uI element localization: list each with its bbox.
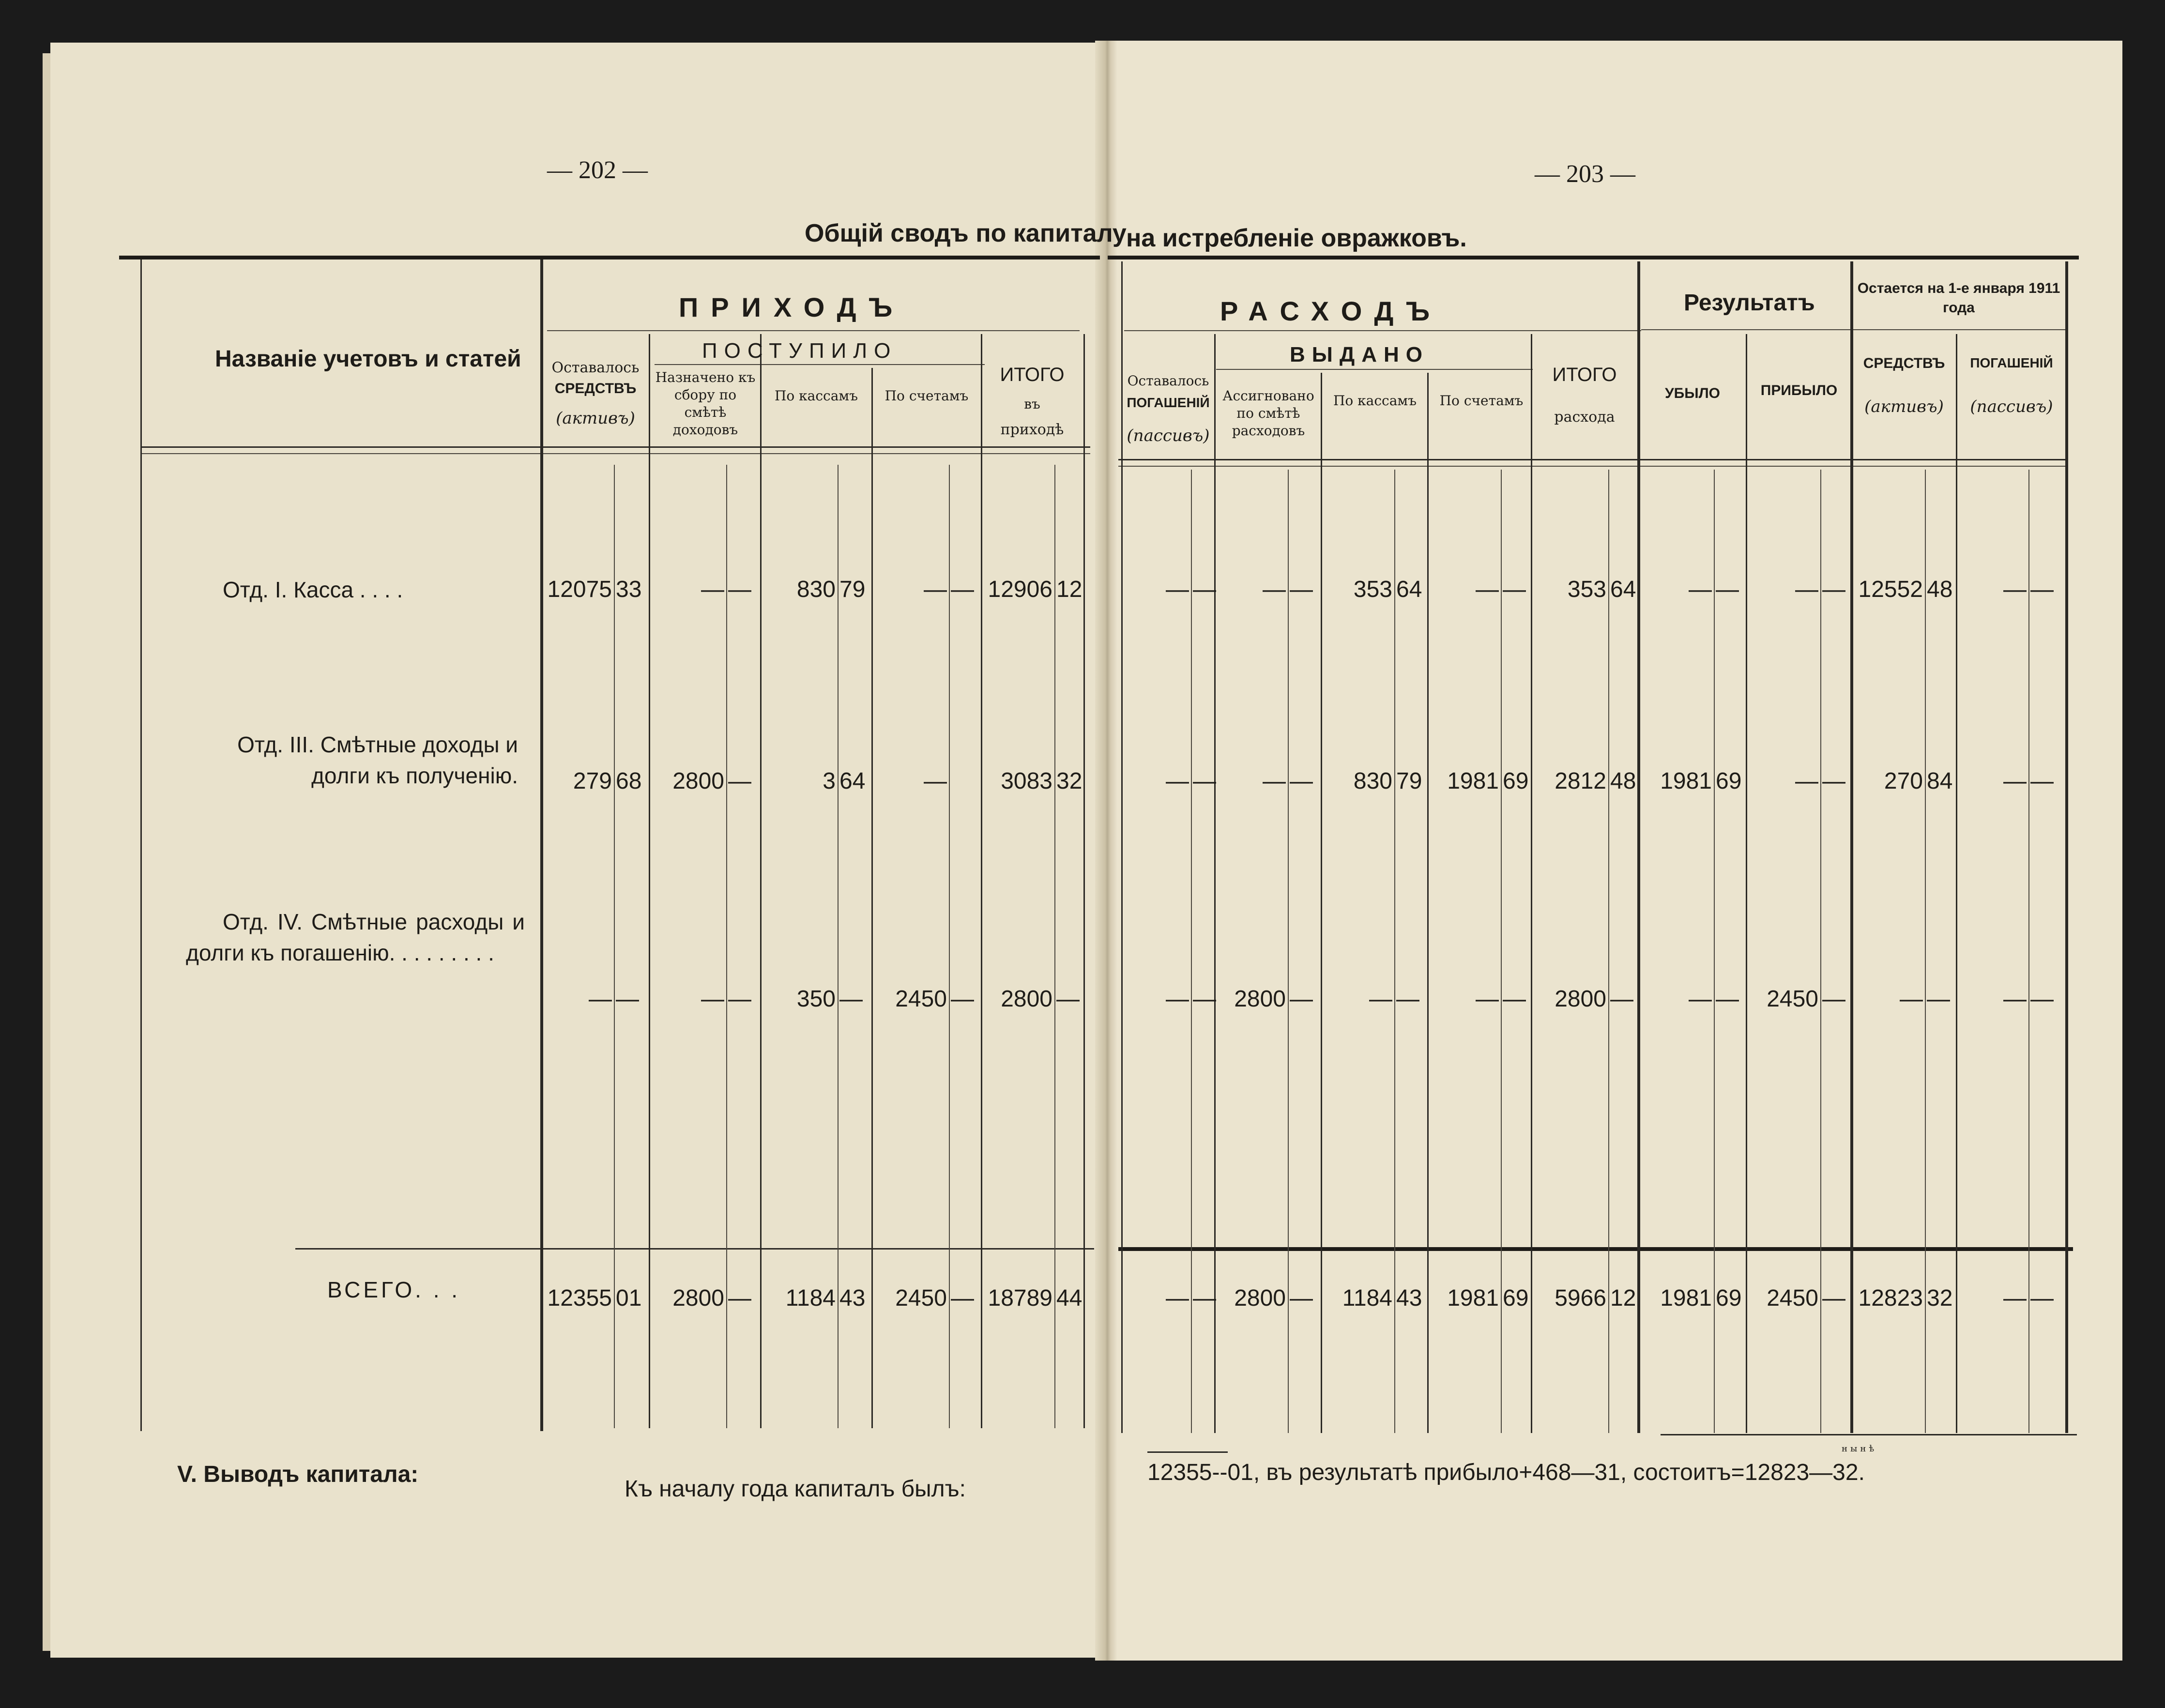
- table-cell: —: [2003, 577, 2027, 602]
- vrule: [1083, 334, 1085, 1428]
- table-cell: —: [1166, 577, 1189, 602]
- page-number-left: — 202 —: [547, 156, 648, 184]
- table-cell: —: [1263, 768, 1286, 794]
- table-cell: 830: [796, 577, 836, 602]
- table-cell: 69: [1716, 1285, 1742, 1311]
- table-cell: 2800: [1001, 986, 1052, 1012]
- vrule: [1427, 373, 1429, 1433]
- table-cell: 48: [1927, 577, 1953, 602]
- table-cell: 1981: [1447, 768, 1499, 794]
- top-rule-right: [1108, 256, 2079, 259]
- rule-ostaetsya: [1852, 329, 2065, 330]
- table-cell: 279: [573, 768, 612, 794]
- vrule: [649, 334, 650, 1428]
- table-cell: 1981: [1660, 1285, 1712, 1311]
- table-cell: —: [701, 577, 724, 602]
- table-cell: 2800: [1555, 986, 1606, 1012]
- table-cell: —: [924, 768, 947, 794]
- table-cell: —: [616, 986, 639, 1012]
- table-cell: 1981: [1660, 768, 1712, 794]
- vrule: [1956, 334, 1957, 1433]
- vrule: [1746, 334, 1747, 1433]
- table-cell: 32: [1927, 1285, 1953, 1311]
- vydano-header: ВЫДАНО: [1290, 343, 1429, 366]
- book-gutter: [1095, 41, 1117, 1661]
- table-cell: —: [1503, 986, 1526, 1012]
- header-rule-right-1: [1118, 459, 2068, 460]
- vrule: [1054, 465, 1055, 1428]
- sredstv-italic: (активъ): [1864, 397, 1944, 416]
- itogo-prihod-line2: въ: [1024, 396, 1040, 412]
- vrule: [949, 465, 950, 1428]
- table-cell: —: [1290, 986, 1313, 1012]
- vrule: [1214, 334, 1216, 1433]
- table-cell: —: [1476, 577, 1499, 602]
- table-cell: —: [2030, 768, 2054, 794]
- table-cell: —: [1822, 1285, 1845, 1311]
- table-cell: 43: [1396, 1285, 1422, 1311]
- table-cell: —: [2003, 768, 2027, 794]
- table-cell: —: [2003, 986, 2027, 1012]
- table-cell: 12355: [547, 1285, 612, 1311]
- vrule: [838, 465, 839, 1428]
- itogo-rashoda-line2: расхода: [1554, 409, 1615, 426]
- table-cell: 1184: [1342, 1285, 1392, 1311]
- table-cell: 1184: [785, 1285, 836, 1311]
- total-label: ВСЕГО. . .: [327, 1277, 461, 1302]
- sredstv-header: СРЕДСТВЪ: [1863, 355, 1945, 371]
- table-cell: —: [1056, 986, 1080, 1012]
- title-left: Общій сводъ по капиталу: [805, 219, 1127, 247]
- table-cell: —: [1503, 577, 1526, 602]
- table-cell: —: [728, 577, 751, 602]
- table-cell: —: [2030, 1285, 2054, 1311]
- row-label-dohody: Отд. III. Смѣтные доходы и долги къ полученію.: [237, 732, 518, 788]
- bracket: [1147, 1451, 1228, 1453]
- table-cell: 32: [1056, 768, 1082, 794]
- prihod-header: ПРИХОДЪ: [679, 292, 905, 322]
- table-cell: 12: [1056, 577, 1082, 602]
- table-cell: 64: [1396, 577, 1422, 602]
- table-cell: —: [1795, 577, 1818, 602]
- po-schetam-r-header: По счетамъ: [1439, 393, 1524, 409]
- footer-right-text: 12355--01, въ результатѣ прибыло+468—31, состоитъ=12823—32.: [1147, 1460, 1865, 1485]
- vrule: [1850, 261, 1853, 1433]
- table-cell: 64: [839, 768, 866, 794]
- vrule: [1121, 261, 1123, 1433]
- ostav-sredstv-line1: Оставалось: [551, 359, 640, 376]
- total-rule-left: [295, 1248, 1094, 1250]
- table-cell: 12075: [547, 577, 612, 602]
- vrule: [2028, 470, 2029, 1433]
- itogo-rashoda-line1: ИТОГО: [1552, 364, 1617, 385]
- table-cell: 2450: [895, 986, 947, 1012]
- table-cell: —: [1193, 577, 1216, 602]
- left-page: [50, 43, 1106, 1658]
- ostav-pogash-line3: (пассивъ): [1127, 426, 1210, 445]
- table-cell: 3083: [1001, 768, 1052, 794]
- table-cell: 12: [1610, 1285, 1636, 1311]
- table-cell: 2800: [672, 768, 724, 794]
- ostav-sredstv-line3: (активъ): [556, 409, 635, 428]
- vrule: [1531, 334, 1532, 1433]
- vrule: [614, 465, 615, 1428]
- table-cell: —: [701, 986, 724, 1012]
- table-cell: —: [1716, 577, 1739, 602]
- naznacheno-header: Назначено къ сбору по смѣтѣ доходовъ: [655, 369, 756, 438]
- table-cell: —: [1900, 986, 1923, 1012]
- table-cell: 12906: [988, 577, 1052, 602]
- ubylo-header: УБЫЛО: [1665, 385, 1720, 401]
- footer-label: V. Выводъ капитала:: [177, 1462, 419, 1487]
- title-right: на истребленіе овражковъ.: [1126, 224, 1467, 252]
- table-cell: —: [951, 1285, 974, 1311]
- table-cell: —: [1166, 1285, 1189, 1311]
- table-cell: —: [924, 577, 947, 602]
- table-cell: —: [1290, 577, 1313, 602]
- table-cell: 48: [1610, 768, 1636, 794]
- vrule: [140, 259, 142, 1431]
- itogo-prihod-line1: ИТОГО: [1000, 364, 1065, 385]
- vrule: [1637, 261, 1640, 1433]
- assignovano-header: Ассигновано по смѣтѣ расходовъ: [1222, 388, 1314, 439]
- itogo-prihod-line3: приходѣ: [1000, 421, 1064, 438]
- table-cell: 353: [1353, 577, 1392, 602]
- table-cell: —: [1193, 768, 1216, 794]
- table-cell: —: [1689, 986, 1712, 1012]
- table-cell: 79: [1396, 768, 1422, 794]
- table-cell: —: [1822, 577, 1845, 602]
- table-cell: —: [1822, 768, 1845, 794]
- name-column-header: Названіе учетовъ и статей: [215, 346, 521, 372]
- footer-small-note: нынѣ: [1842, 1444, 1877, 1454]
- table-cell: —: [1396, 986, 1419, 1012]
- table-cell: 01: [616, 1285, 642, 1311]
- table-cell: 69: [1503, 768, 1529, 794]
- table-cell: 3: [823, 768, 836, 794]
- po-kassam-r-header: По кассамъ: [1333, 393, 1417, 409]
- rule-rashod: [1124, 330, 1641, 331]
- ostav-pogash-line2: ПОГАШЕНІЙ: [1127, 395, 1210, 410]
- vrule: [1321, 373, 1322, 1433]
- vrule: [871, 368, 873, 1428]
- header-rule-left-1: [140, 446, 1090, 448]
- table-cell: —: [2030, 577, 2054, 602]
- table-cell: —: [1166, 768, 1189, 794]
- table-cell: 2800: [1234, 986, 1286, 1012]
- table-cell: 2812: [1555, 768, 1606, 794]
- ostav-pogash-line1: Оставалось: [1127, 373, 1209, 389]
- pogasheniy-italic: (пассивъ): [1970, 397, 2053, 416]
- table-cell: —: [1927, 986, 1950, 1012]
- table-cell: —: [728, 986, 751, 1012]
- vrule: [540, 259, 543, 1431]
- pogasheniy-header: ПОГАШЕНІЙ: [1970, 355, 2053, 370]
- table-cell: 33: [616, 577, 642, 602]
- header-rule-right-2: [1118, 466, 2068, 467]
- postupilo-header: ПОСТУПИЛО: [702, 339, 898, 363]
- table-cell: —: [2003, 1285, 2027, 1311]
- table-cell: —: [1263, 577, 1286, 602]
- top-rule-left: [119, 256, 1100, 259]
- rule-prihod: [547, 330, 1080, 331]
- table-cell: 830: [1353, 768, 1392, 794]
- table-cell: 64: [1610, 577, 1636, 602]
- table-cell: 2450: [895, 1285, 947, 1311]
- table-cell: 69: [1716, 768, 1742, 794]
- row-label-kassa: Отд. I. Касса . . . .: [223, 577, 403, 602]
- table-cell: 5966: [1555, 1285, 1606, 1311]
- table-cell: —: [589, 986, 612, 1012]
- table-cell: —: [1193, 1285, 1216, 1311]
- table-cell: —: [1166, 986, 1189, 1012]
- table-cell: —: [1689, 577, 1712, 602]
- vrule: [726, 465, 727, 1428]
- table-cell: 2450: [1767, 1285, 1818, 1311]
- table-cell: 2800: [1234, 1285, 1286, 1311]
- table-cell: —: [951, 577, 974, 602]
- table-cell: —: [1290, 1285, 1313, 1311]
- table-cell: 12552: [1858, 577, 1923, 602]
- table-cell: 2800: [672, 1285, 724, 1311]
- rezultat-header: Результатъ: [1684, 290, 1815, 316]
- ostav-sredstv-line2: СРЕДСТВЪ: [554, 381, 637, 396]
- table-cell: 43: [839, 1285, 866, 1311]
- table-cell: 69: [1503, 1285, 1529, 1311]
- table-cell: 353: [1567, 577, 1606, 602]
- table-cell: —: [1795, 768, 1818, 794]
- table-cell: 1981: [1447, 1285, 1499, 1311]
- header-rule-left-2: [140, 453, 1090, 454]
- table-cell: —: [1716, 986, 1739, 1012]
- table-cell: 68: [616, 768, 642, 794]
- po-kassam-header: По кассамъ: [774, 388, 858, 404]
- row-label-rashody: Отд. IV. Смѣтные расходы и долги къ погашенію. . . . . . . . .: [186, 909, 525, 965]
- table-cell: —: [1193, 986, 1216, 1012]
- table-cell: 84: [1927, 768, 1953, 794]
- table-cell: 18789: [988, 1285, 1052, 1311]
- pribylo-header: ПРИБЫЛО: [1760, 382, 1838, 398]
- table-cell: —: [728, 1285, 751, 1311]
- bracket: [1661, 1434, 2077, 1435]
- table-cell: —: [1290, 768, 1313, 794]
- vrule: [760, 334, 762, 1428]
- table-cell: —: [951, 986, 974, 1012]
- rule-rezultat: [1641, 329, 1850, 330]
- po-schetam-header: По счетамъ: [884, 388, 969, 404]
- rashod-header: РАСХОДЪ: [1220, 296, 1443, 326]
- table-cell: —: [1822, 986, 1845, 1012]
- rule-postupilo: [655, 364, 985, 365]
- table-cell: —: [1476, 986, 1499, 1012]
- table-cell: 2450: [1767, 986, 1818, 1012]
- page-number-right: — 203 —: [1535, 160, 1635, 188]
- table-cell: 350: [796, 986, 836, 1012]
- table-cell: —: [1369, 986, 1392, 1012]
- table-cell: —: [1610, 986, 1633, 1012]
- table-cell: —: [2030, 986, 2054, 1012]
- total-rule-right: [1118, 1247, 2073, 1251]
- table-cell: 270: [1884, 768, 1923, 794]
- vrule: [2065, 261, 2068, 1433]
- table-cell: —: [728, 768, 751, 794]
- table-cell: —: [839, 986, 863, 1012]
- table-cell: 79: [839, 577, 866, 602]
- footer-left-text: Къ началу года капиталъ былъ:: [625, 1476, 966, 1502]
- vrule: [981, 334, 982, 1428]
- ostaetsya-header: Остается на 1-е января 1911 года: [1857, 280, 2060, 316]
- rule-vydano: [1216, 369, 1533, 370]
- table-cell: 44: [1056, 1285, 1082, 1311]
- table-cell: 12823: [1858, 1285, 1923, 1311]
